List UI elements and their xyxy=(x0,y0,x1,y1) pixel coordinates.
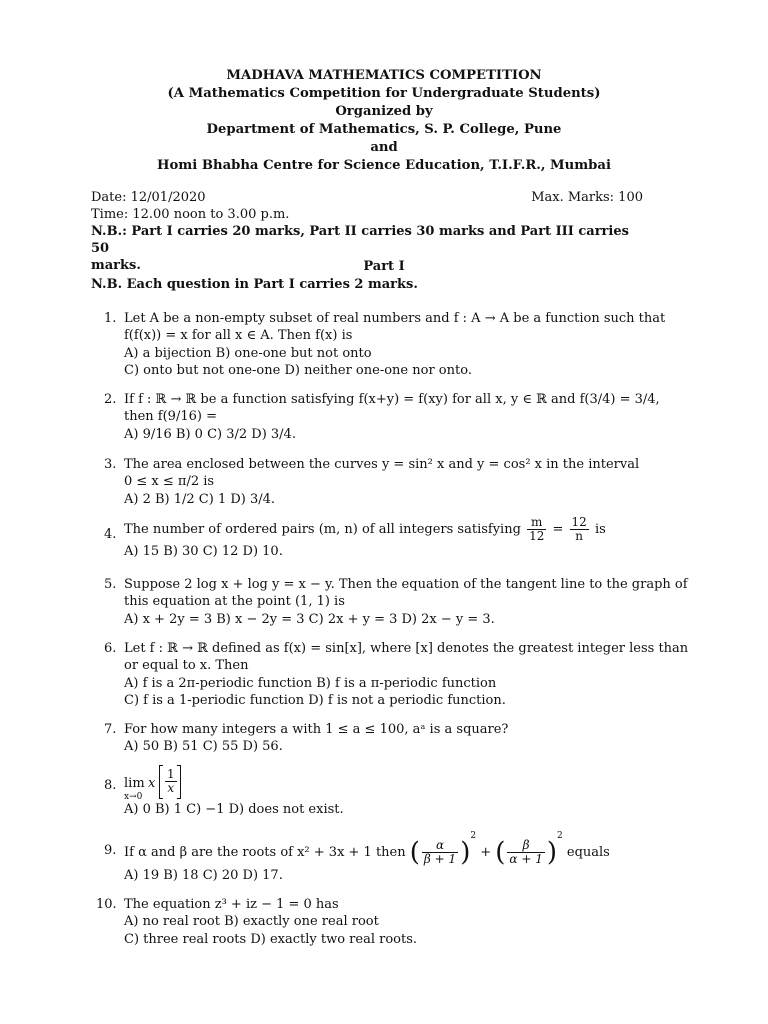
fraction-denominator: n xyxy=(575,529,584,543)
question-text xyxy=(124,516,644,543)
question-number: 9. xyxy=(104,843,117,858)
question-number: 3. xyxy=(104,457,117,472)
organizer-2: Homi Bhabha Centre for Science Education, T.I.F.R., Mumbai xyxy=(157,158,611,173)
fraction-denominator: x xyxy=(167,781,175,795)
answer-options: C) f is a 1-periodic function D) f is not a periodic function. xyxy=(124,693,506,709)
fraction-denominator: α + 1 xyxy=(509,852,543,866)
answer-options: A) 19 B) 18 C) 20 D) 17. xyxy=(124,868,283,883)
question-text: f(f(x)) = x for all x ∈ A. Then f(x) is xyxy=(124,328,353,344)
question-text: this equation at the point (1, 1) is xyxy=(124,594,345,610)
fraction-m-12 xyxy=(527,516,546,543)
question-number: 2. xyxy=(104,392,117,407)
question-1 xyxy=(104,310,666,380)
equals-sign: = xyxy=(552,522,564,537)
part-title: Part I xyxy=(363,259,405,274)
question-text: then f(9/16) = xyxy=(124,409,217,425)
paren-open: ( xyxy=(409,837,420,868)
answer-options: A) 50 B) 51 C) 55 D) 56. xyxy=(124,739,283,755)
question-text: The equation z³ + iz − 1 = 0 has xyxy=(124,897,339,912)
paren-close: ) xyxy=(460,837,471,868)
question-text: 0 ≤ x ≤ π/2 is xyxy=(124,474,215,490)
answer-options: C) onto but not one-one D) neither one-one nor onto. xyxy=(124,363,472,379)
answer-options: A) no real root B) exactly one real root xyxy=(124,914,379,930)
competition-title: MADHAVA MATHEMATICS COMPETITION xyxy=(226,68,542,83)
exponent: 2 xyxy=(557,831,563,841)
answer-options: A) 2 B) 1/2 C) 1 D) 3/4. xyxy=(124,491,276,507)
answer-options: A) 0 B) 1 C) −1 D) does not exist. xyxy=(124,802,344,817)
paren-open: ( xyxy=(495,837,506,868)
fraction-1-x xyxy=(165,768,177,795)
question-5 xyxy=(104,576,688,628)
question-text-post: equals xyxy=(566,845,610,860)
question-number: 10. xyxy=(96,897,117,912)
question-9 xyxy=(104,828,644,884)
paren-close: ) xyxy=(546,837,557,868)
floor-brackets xyxy=(159,765,181,799)
question-text: Let A be a non-empty subset of real numbers and f : A → A be a function such that xyxy=(124,311,666,326)
fraction-beta xyxy=(507,839,544,866)
fraction-numerator: m xyxy=(527,516,546,530)
fraction-numerator: α xyxy=(422,839,458,853)
question-text: For how many integers a with 1 ≤ a ≤ 100, aᵃ is a square? xyxy=(124,722,509,737)
competition-subtitle: (A Mathematics Competition for Undergraduate Students) xyxy=(167,86,601,101)
fraction-12-n xyxy=(570,516,589,543)
question-number: 7. xyxy=(104,722,117,737)
exponent: 2 xyxy=(470,831,477,841)
question-text: or equal to x. Then xyxy=(124,658,249,674)
answer-options: A) 15 B) 30 C) 12 D) 10. xyxy=(124,544,283,559)
question-4 xyxy=(104,516,644,560)
question-2 xyxy=(104,391,660,443)
answer-options: C) three real roots D) exactly two real roots. xyxy=(124,931,418,947)
question-10 xyxy=(96,896,644,948)
question-8 xyxy=(104,765,644,818)
document-header xyxy=(0,67,768,175)
answer-options: A) x + 2y = 3 B) x − 2y = 3 C) 2x + y = 3 D) 2x − y = 3. xyxy=(124,611,495,627)
question-6 xyxy=(104,640,689,710)
organized-by: Organized by xyxy=(335,104,433,119)
limit-expression xyxy=(124,765,644,801)
max-marks: Max. Marks: 100 xyxy=(531,190,643,205)
lim-operator: lim xyxy=(124,776,145,791)
question-3 xyxy=(104,456,644,508)
organizer-and: and xyxy=(370,140,398,155)
fraction-alpha xyxy=(422,839,458,866)
question-text: Let f : ℝ → ℝ defined as f(x) = sin[x], where [x] denotes the greatest integer less than xyxy=(124,641,689,656)
question-text xyxy=(124,828,644,868)
question-text: The area enclosed between the curves y = sin² x and y = cos² x in the interval xyxy=(124,457,640,472)
fraction-numerator: β xyxy=(507,839,544,853)
question-number: 4. xyxy=(104,527,117,542)
question-text: Suppose 2 log x + log y = x − y. Then the equation of the tangent line to the graph of xyxy=(124,577,688,592)
question-text: If f : ℝ → ℝ be a function satisfying f(x+y) = f(xy) for all x, y ∈ ℝ and f(3/4) = 3/4, xyxy=(124,392,660,407)
answer-options: A) f is a 2π-periodic function B) f is a π-periodic function xyxy=(124,675,497,691)
question-7 xyxy=(104,721,644,756)
question-text-pre: The number of ordered pairs (m, n) of all integers satisfying xyxy=(124,522,521,537)
marks-note-line-2: marks. xyxy=(91,258,141,273)
part-note: N.B. Each question in Part I carries 2 marks. xyxy=(91,277,418,292)
question-number: 1. xyxy=(104,311,117,326)
fraction-numerator: 12 xyxy=(571,515,587,529)
fraction-denominator: 12 xyxy=(529,529,545,543)
question-text-pre: If α and β are the roots of x² + 3x + 1 then xyxy=(124,845,406,860)
question-number: 8. xyxy=(104,778,117,793)
lim-subscript: x→0 xyxy=(124,792,143,802)
fraction-denominator: β + 1 xyxy=(423,852,457,866)
question-number: 5. xyxy=(104,577,117,592)
exam-date: Date: 12/01/2020 xyxy=(91,190,206,205)
fraction-numerator: 1 xyxy=(167,767,175,781)
marks-note-line-1: N.B.: Part I carries 20 marks, Part II carries 30 marks and Part III carries 50 xyxy=(91,224,629,256)
organizer-1: Department of Mathematics, S. P. College, Pune xyxy=(206,122,562,137)
question-text-post: is xyxy=(594,522,606,537)
question-number: 6. xyxy=(104,641,117,656)
plus-sign: + xyxy=(480,845,492,860)
lim-variable: x xyxy=(148,776,156,791)
answer-options: A) 9/16 B) 0 C) 3/2 D) 3/4. xyxy=(124,426,296,442)
answer-options: A) a bijection B) one-one but not onto xyxy=(124,345,372,361)
exam-time: Time: 12.00 noon to 3.00 p.m. xyxy=(91,207,290,222)
